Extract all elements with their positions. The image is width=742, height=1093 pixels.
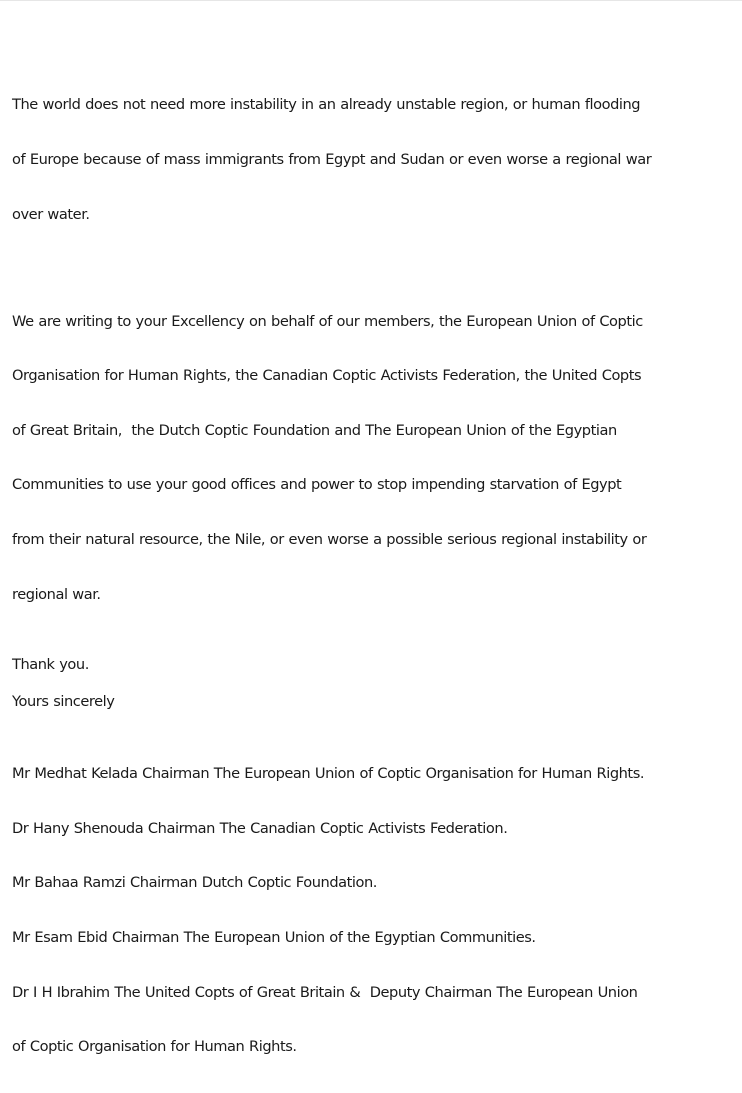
paragraph-request xyxy=(12,276,738,640)
text-line: Organisation for Human Rights, the Canadian Coptic Activists Federation, the United Copts xyxy=(12,367,642,385)
top-border xyxy=(0,0,742,1)
text-line: over water. xyxy=(12,205,90,223)
signatory-line: Dr Hany Shenouda Chairman The Canadian Coptic Activists Federation. xyxy=(12,819,508,837)
letter-body xyxy=(12,60,738,1093)
text-line: Communities to use your good offices and power to stop impending starvation of Egypt xyxy=(12,476,622,494)
signatory-line: Mr Medhat Kelada Chairman The European Union of Coptic Organisation for Human Rights. xyxy=(12,765,645,783)
text-line: from their natural resource, the Nile, or even worse a possible serious regional instability or xyxy=(12,531,647,549)
text-line: of Great Britain, the Dutch Coptic Foundation and The European Union of the Egyptian xyxy=(12,421,617,439)
signatory-line: Dr I H Ibrahim The United Copts of Great Britain & Deputy Chairman The European Union xyxy=(12,983,638,1001)
signatory-line: of Coptic Organisation for Human Rights. xyxy=(12,1038,297,1056)
signatories xyxy=(12,729,738,1093)
signatory-line: Mr Bahaa Ramzi Chairman Dutch Coptic Foundation. xyxy=(12,874,377,892)
text-line: We are writing to your Excellency on behalf of our members, the European Union of Coptic xyxy=(12,312,643,330)
closing: Yours sincerely xyxy=(12,692,115,710)
paragraph-instability xyxy=(12,60,738,260)
text-line: of Europe because of mass immigrants from Egypt and Sudan or even worse a regional war xyxy=(12,151,652,169)
signatory-line: Mr Esam Ebid Chairman The European Union of the Egyptian Communities. xyxy=(12,928,536,946)
text-line: regional war. xyxy=(12,585,101,603)
text-line: The world does not need more instability in an already unstable region, or human flooding xyxy=(12,96,641,114)
thank-you: Thank you. xyxy=(12,656,89,674)
